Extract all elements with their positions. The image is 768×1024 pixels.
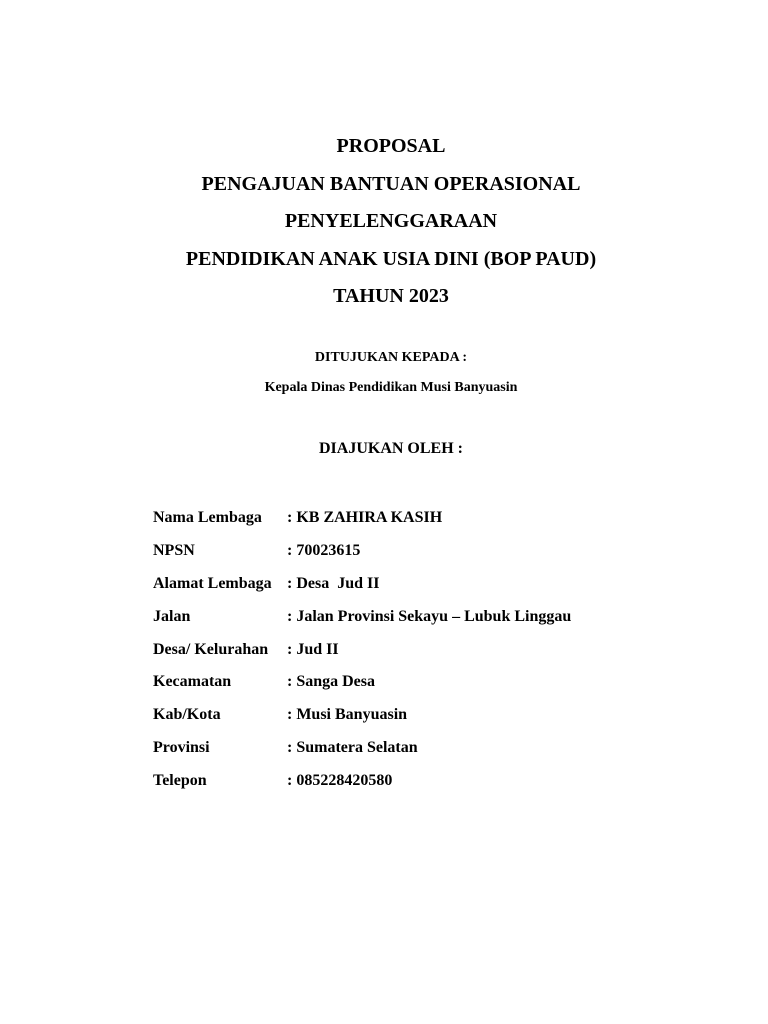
info-value: 70023615 bbox=[296, 542, 361, 560]
info-label: Jalan bbox=[153, 607, 191, 625]
info-value: Sanga Desa bbox=[296, 673, 376, 691]
info-value: 085228420580 bbox=[296, 771, 393, 789]
info-row-nama-lembaga bbox=[153, 502, 693, 535]
info-value: Sumatera Selatan bbox=[296, 738, 418, 756]
info-value: Desa Jud II bbox=[296, 574, 380, 592]
title-line-paud: PENDIDIKAN ANAK USIA DINI (BOP PAUD) bbox=[185, 247, 597, 270]
info-separator: : bbox=[287, 738, 293, 756]
addressed-to-value: Kepala Dinas Pendidikan Musi Banyuasin bbox=[264, 380, 518, 395]
info-separator: : bbox=[287, 771, 293, 789]
info-value: Jud II bbox=[296, 640, 339, 658]
title-line-penyelenggaraan: PENYELENGGARAAN bbox=[284, 210, 498, 232]
info-label: Desa/ Kelurahan bbox=[153, 640, 269, 658]
info-row-provinsi bbox=[153, 732, 693, 765]
title-line-pengajuan: PENGAJUAN BANTUAN OPERASIONAL bbox=[201, 172, 581, 195]
info-separator: : bbox=[287, 607, 293, 625]
info-label: NPSN bbox=[153, 542, 195, 560]
info-separator: : bbox=[287, 673, 293, 691]
info-separator: : bbox=[287, 509, 293, 527]
info-row-npsn bbox=[153, 535, 693, 568]
title-line-proposal: PROPOSAL bbox=[336, 135, 446, 157]
info-label: Kab/Kota bbox=[153, 706, 221, 724]
info-label: Telepon bbox=[153, 771, 207, 789]
proposal-title bbox=[0, 128, 768, 316]
info-row-kecamatan bbox=[153, 666, 693, 699]
info-label: Nama Lembaga bbox=[153, 509, 262, 527]
info-row-kab-kota bbox=[153, 699, 693, 732]
info-separator: : bbox=[287, 574, 293, 592]
info-separator: : bbox=[287, 542, 293, 560]
title-line-year: TAHUN 2023 bbox=[333, 285, 449, 307]
info-separator: : bbox=[287, 640, 293, 658]
addressed-to-label: DITUJUKAN KEPADA : bbox=[314, 350, 468, 365]
institution-info bbox=[153, 502, 693, 797]
info-row-telepon bbox=[153, 764, 693, 797]
info-label: Alamat Lembaga bbox=[153, 574, 272, 592]
info-label: Kecamatan bbox=[153, 673, 232, 691]
info-row-desa-kelurahan bbox=[153, 633, 693, 666]
submitted-by-label: DIAJUKAN OLEH : bbox=[318, 440, 463, 457]
info-value: Musi Banyuasin bbox=[296, 706, 408, 724]
info-row-alamat-lembaga bbox=[153, 568, 693, 601]
info-value: Jalan Provinsi Sekayu – Lubuk Linggau bbox=[296, 607, 572, 625]
info-label: Provinsi bbox=[153, 738, 210, 756]
info-row-jalan bbox=[153, 600, 693, 633]
info-value: KB ZAHIRA KASIH bbox=[296, 509, 443, 527]
info-separator: : bbox=[287, 706, 293, 724]
